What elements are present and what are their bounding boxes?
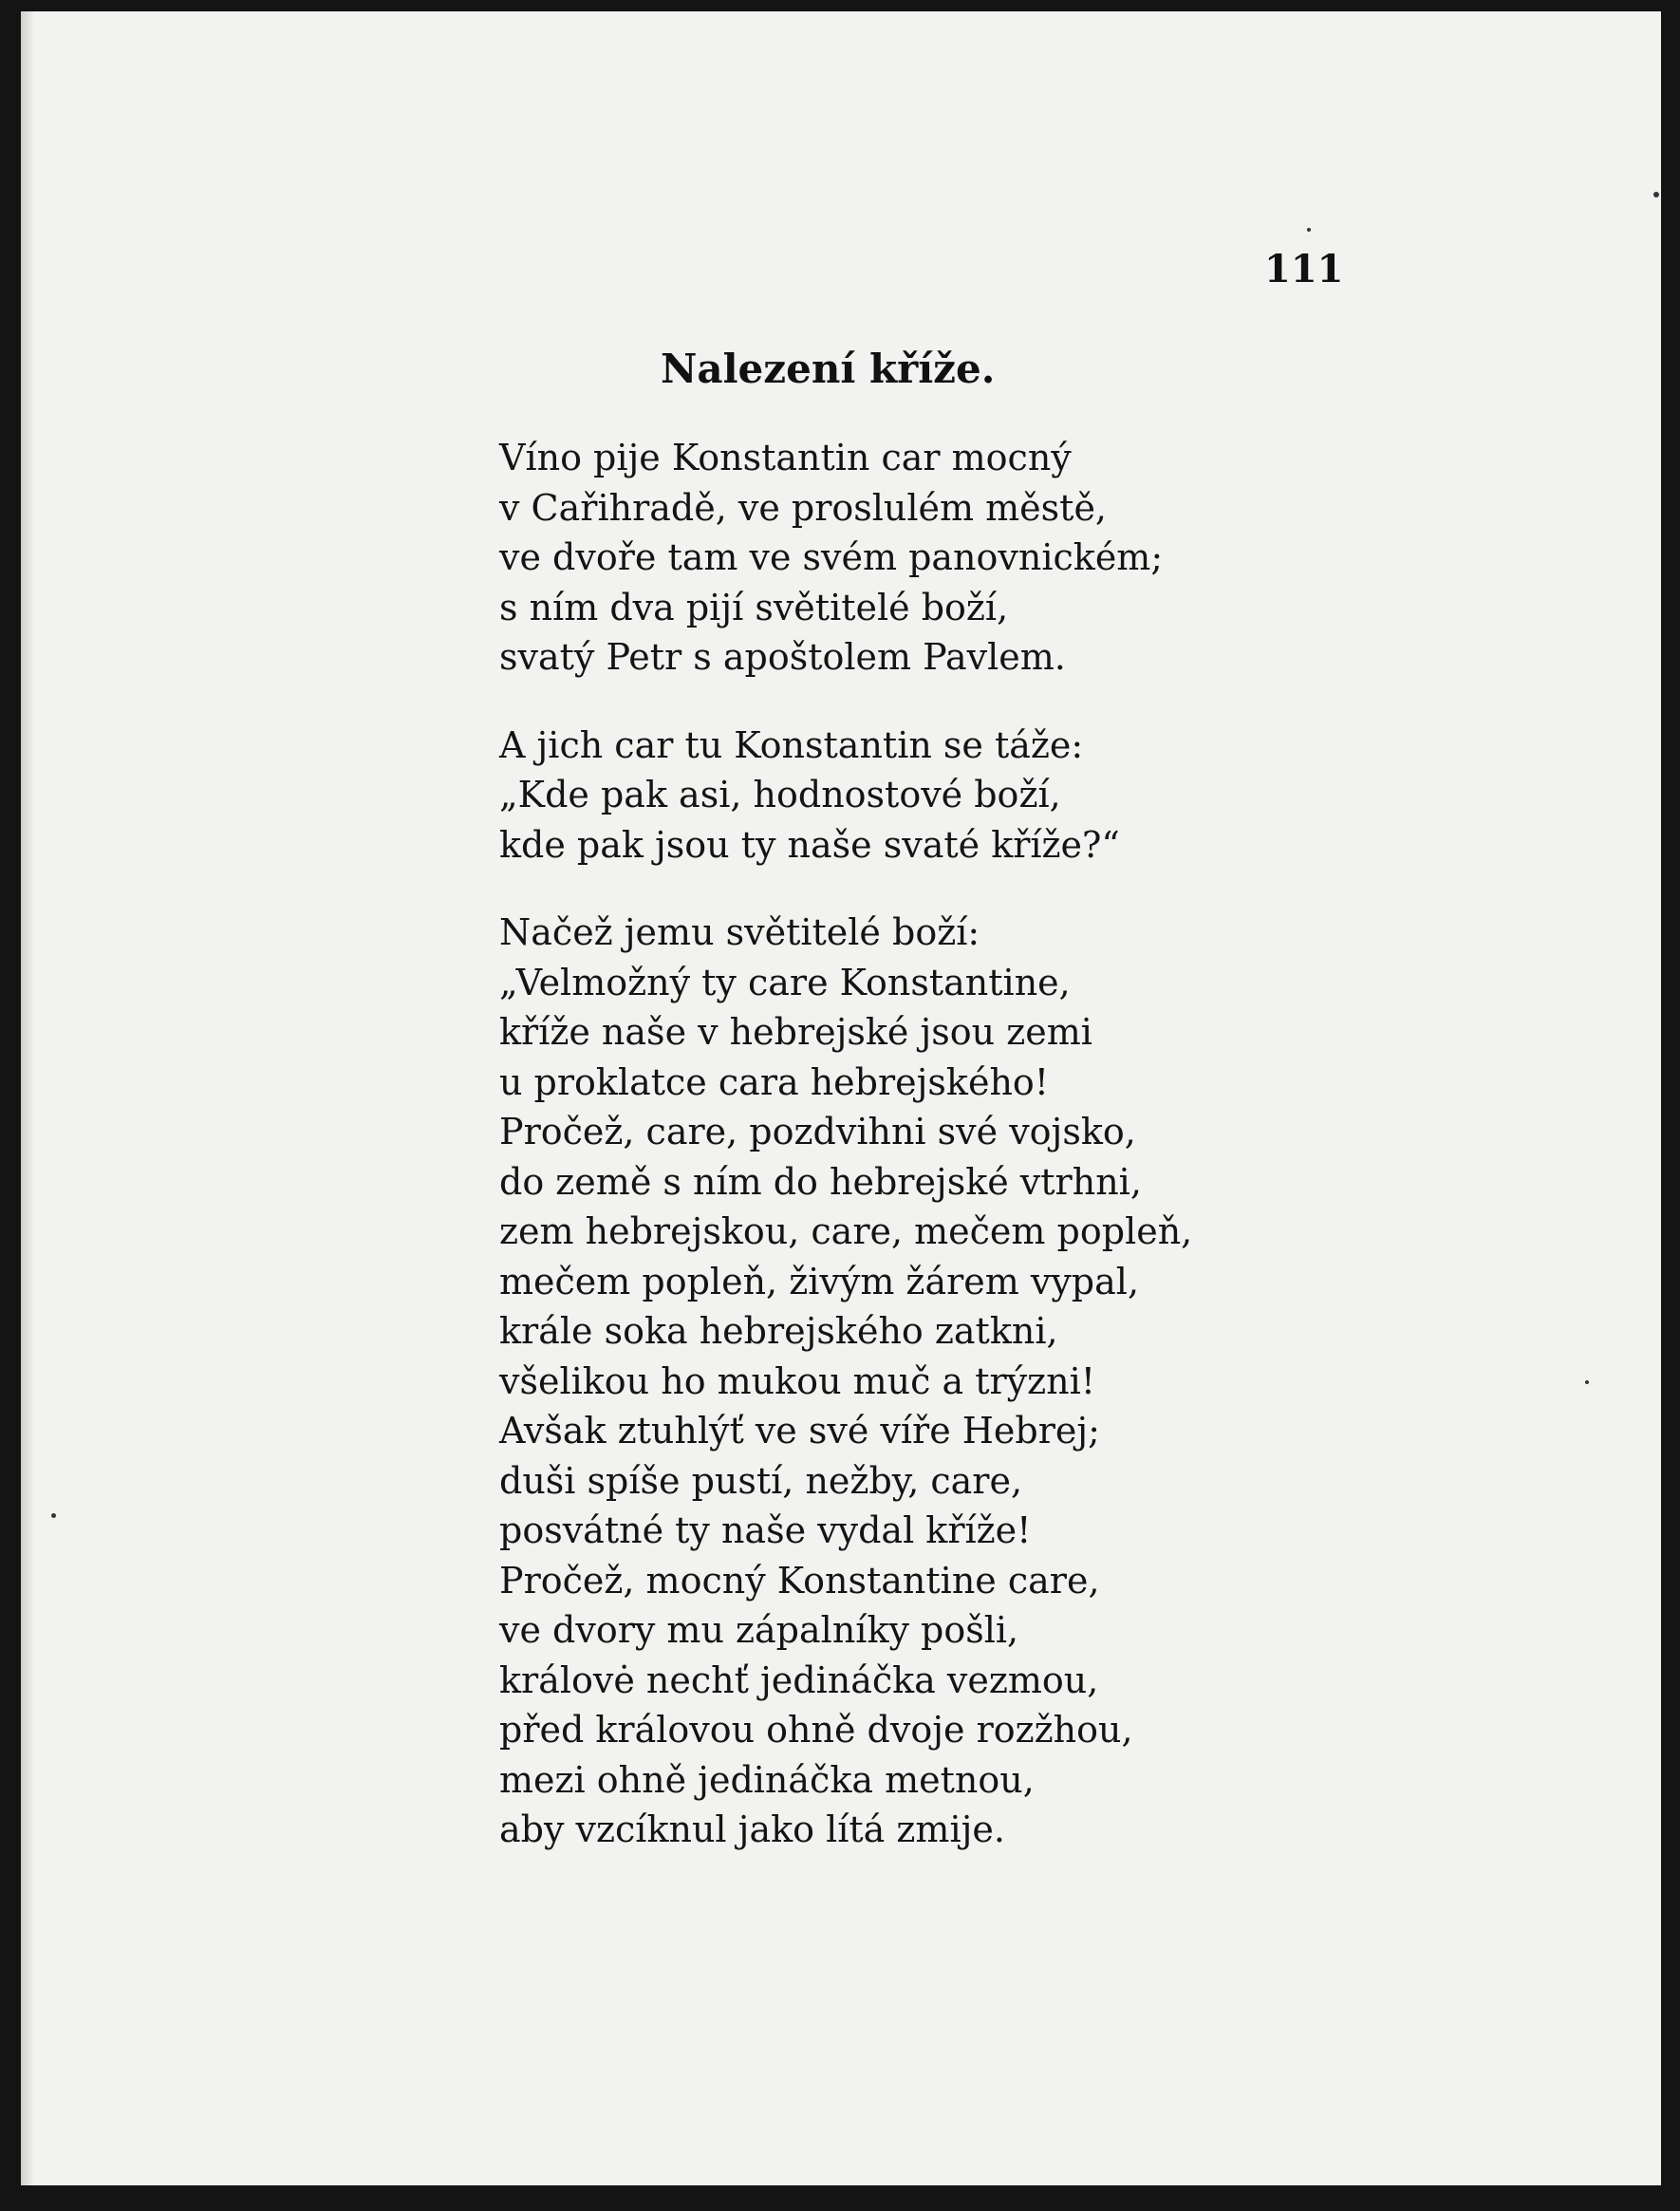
poem-line: v Cařihradě, ve proslulém městě, — [499, 486, 1108, 529]
poem-line: mezi ohně jedináčka metnou, — [499, 1758, 1035, 1801]
poem-line: s ním dva pijí světitelé boží, — [499, 586, 1009, 628]
poem-line: u proklatce cara hebrejského! — [499, 1060, 1050, 1103]
paper-speck — [1653, 192, 1659, 197]
poem-line: kde pak jsou ty naše svaté kříže?“ — [499, 823, 1120, 866]
poem-title: Nalezení kříže. — [661, 346, 996, 392]
poem-line: duši spíše pustí, nežby, care, — [499, 1459, 1023, 1502]
stanza-3 — [499, 908, 1192, 1855]
poem-line: zem hebrejskou, care, mečem popleň, — [499, 1210, 1193, 1252]
poem-line: kříže naše v hebrejské jsou zemi — [499, 1011, 1092, 1053]
poem-line: ve dvory mu zápalníky pošli, — [499, 1609, 1019, 1651]
page-gutter-shadow — [21, 11, 34, 2185]
poem-line: svatý Petr s apoštolem Pavlem. — [499, 636, 1066, 678]
book-page — [21, 11, 1661, 2185]
poem-line: ve dvoře tam ve svém panovnickém; — [499, 536, 1164, 578]
poem-line: Avšak ztuhlýť ve své víře Hebrej; — [499, 1410, 1100, 1452]
poem-line: Pročež, mocný Konstantine care, — [499, 1559, 1100, 1602]
poem-line: „Kde pak asi, hodnostové boží, — [499, 774, 1061, 815]
stanza-2 — [499, 721, 1192, 871]
poem-body — [499, 433, 1192, 1893]
page-number: 111 — [1264, 247, 1344, 291]
poem-line: „Velmožný ty care Konstantine, — [499, 961, 1071, 1003]
poem-line: do země s ním do hebrejské vtrhni, — [499, 1160, 1142, 1203]
poem-line: Víno pije Konstantin car mocný — [499, 437, 1072, 478]
poem-line: krále soka hebrejského zatkni, — [499, 1310, 1058, 1352]
paper-speck — [51, 1513, 56, 1518]
poem-line: královė nechť jedináčka vezmou, — [499, 1658, 1099, 1701]
poem-line: aby vzcíknul jako lítá zmije. — [499, 1808, 1005, 1850]
paper-speck — [1585, 1380, 1589, 1384]
poem-line: A jich car tu Konstantin se táže: — [499, 723, 1084, 766]
poem-line: všelikou ho mukou muč a trýzni! — [499, 1359, 1096, 1402]
poem-line: před královou ohně dvoje rozžhou, — [499, 1709, 1133, 1751]
poem-line: posvátné ty naše vydal kříže! — [499, 1509, 1032, 1551]
stanza-1 — [499, 433, 1192, 683]
paper-speck — [1307, 228, 1311, 232]
poem-line: mečem popleň, živým žárem vypal, — [499, 1260, 1140, 1302]
poem-line: Pročež, care, pozdvihni své vojsko, — [499, 1111, 1136, 1152]
poem-line: Načež jemu světitelé boží: — [499, 911, 980, 953]
